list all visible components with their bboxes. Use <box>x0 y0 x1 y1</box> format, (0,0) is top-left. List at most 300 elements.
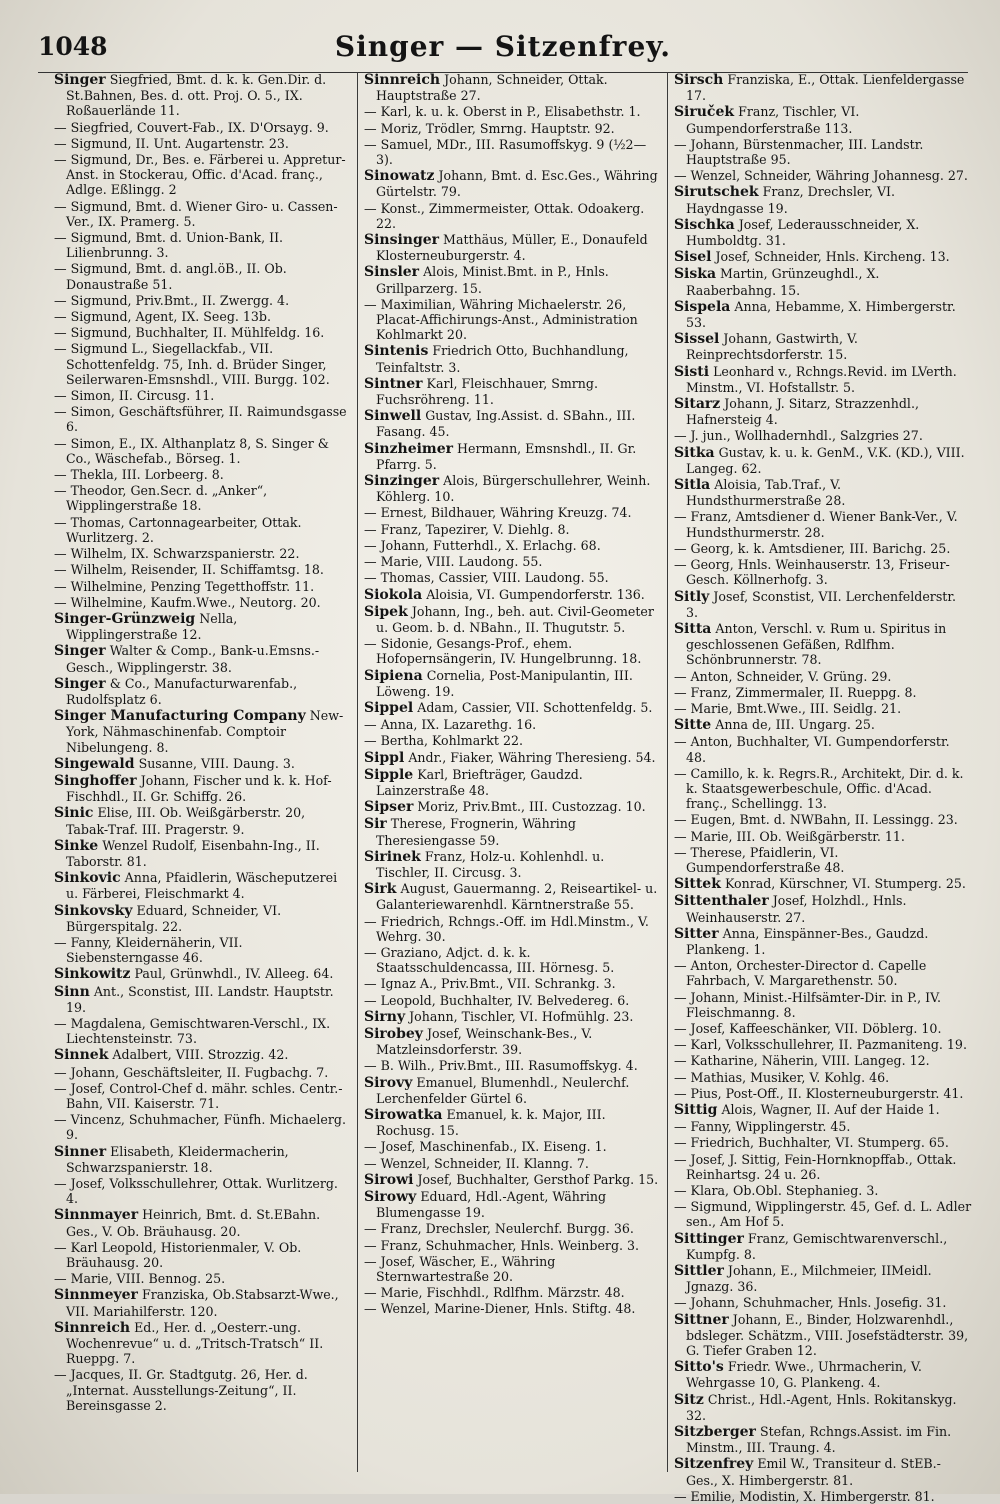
directory-entry <box>54 309 351 324</box>
directory-entry <box>54 293 351 308</box>
entry-dash: — <box>673 1135 691 1151</box>
entry-text: Matthäus, Müller, E., Donaufeld Klosterneuburgerstr. 4. <box>375 232 648 264</box>
entry-text: Franz, Tischler, VI. Gumpendorferstraße 113. <box>685 104 860 136</box>
entry-surname: Sipek <box>363 603 408 620</box>
directory-entry <box>674 1135 972 1150</box>
directory-entry <box>54 152 351 198</box>
entry-surname: Sitla <box>673 477 711 494</box>
entry-dash: — <box>673 828 691 844</box>
entry-text: Wenzel, Marine-Diener, Hnls. Stiftg. 48. <box>380 1301 636 1317</box>
directory-entry <box>364 750 661 766</box>
directory-entry <box>364 72 661 103</box>
entry-surname: Sitarz <box>673 396 721 413</box>
directory-entry <box>674 299 972 330</box>
entry-surname: Singewald <box>54 755 135 772</box>
directory-entry <box>674 1183 972 1198</box>
entry-text: Andr., Fiaker, Währing Theresieng. 54. <box>408 749 656 765</box>
entry-dash: — <box>54 483 71 499</box>
entry-text: Cornelia, Post-Manipulantin, III. Löweng. 19. <box>375 667 633 699</box>
entry-surname: Sitto's <box>673 1359 724 1376</box>
directory-entry <box>364 816 661 847</box>
directory-entry <box>54 579 351 594</box>
directory-entry <box>54 643 351 674</box>
entry-text: Sigmund, Bmt. d. angl.öB., II. Ob. Donaustraße 51. <box>66 261 287 292</box>
entry-dash: — <box>673 684 691 700</box>
directory-entry <box>364 104 661 119</box>
entry-text: Ed., Her. d. „Oesterr.-ung. Wochenrevue“ u. d. „Tritsch-Tratsch“ II. Rueppg. 7. <box>66 1319 324 1367</box>
entry-surname: Sisel <box>673 249 712 266</box>
entry-text: Johann, Minist.-Hilfsämter-Dir. in P., IV. Fleischmanng. 8. <box>685 989 941 1020</box>
directory-entry <box>674 589 972 620</box>
entry-surname: Sitte <box>673 717 712 734</box>
directory-entry <box>674 1152 972 1182</box>
directory-entry <box>674 364 972 395</box>
directory-entry <box>54 870 351 901</box>
entry-dash: — <box>673 700 691 716</box>
entry-dash: — <box>54 230 71 246</box>
directory-entry <box>364 554 661 569</box>
entry-text: Sigmund, Agent, IX. Seeg. 13b. <box>70 309 271 325</box>
directory-entry <box>674 958 972 988</box>
directory-entry <box>674 766 972 812</box>
entry-text: Johann, Schneider, Ottak. Hauptstraße 27. <box>375 72 608 104</box>
entry-text: Johann, Bürstenmacher, III. Landstr. Hauptstraße 95. <box>685 136 924 168</box>
entry-dash: — <box>363 296 381 312</box>
entry-text: Moriz, Trödler, Smrng. Hauptstr. 92. <box>380 120 615 136</box>
entry-dash: — <box>54 1239 71 1255</box>
directory-entry <box>674 1263 972 1294</box>
directory-entry <box>674 812 972 827</box>
directory-entry <box>54 1240 351 1270</box>
entry-text: Johann, E., Binder, Holzwarenhdl., bdsleger. Schätzm., VIII. Josefstädterstr. 39, G. Tiefer Graben 12. <box>685 1311 969 1359</box>
entry-text: Johann, Futterhdl., X. Erlachg. 68. <box>380 537 601 553</box>
entry-surname: Sittig <box>673 1102 718 1118</box>
entry-dash: — <box>363 992 381 1008</box>
entry-text: Katharine, Näherin, VIII. Langeg. 12. <box>690 1053 930 1069</box>
entry-text: Wilhelmine, Kaufm.Wwe., Neutorg. 20. <box>70 594 321 610</box>
entry-text: Franziska, E., Ottak. Lienfeldergasse 17. <box>685 72 965 104</box>
directory-entry <box>54 341 351 387</box>
entry-text: Aloisia, Tab.Traf., V. Hundsthurmerstraße 28. <box>685 477 846 509</box>
entry-text: Elise, III. Ob. Weißgärberstr. 20, Tabak-Traf. III. Pragerstr. 9. <box>66 805 306 837</box>
entry-text: Sigmund L., Siegellackfab., VII. Schottenfeldg. 75, Inh. d. Brüder Singer, Seilerwaren-Emsnshdl., VIII. Burgg. 102. <box>66 341 330 387</box>
entry-text: B. Wilh., Priv.Bmt., III. Rasumoffskyg. 4. <box>380 1058 638 1074</box>
entry-dash: — <box>54 514 71 530</box>
entry-text: Klara, Ob.Obl. Stephanieg. 3. <box>690 1183 879 1199</box>
directory-entry <box>364 121 661 136</box>
directory-entry <box>364 538 661 553</box>
entry-text: Karl, Fleischhauer, Smrng. Fuchsröhreng. 11. <box>375 375 598 408</box>
entry-surname: Sitter <box>673 925 719 942</box>
directory-entry <box>674 926 972 957</box>
entry-dash: — <box>363 1155 381 1171</box>
entry-text: Adalbert, VIII. Strozzig. 42. <box>112 1047 289 1063</box>
entry-text: Leonhard v., Rchngs.Revid. im LVerth. Minstm., VI. Hofstallstr. 5. <box>685 363 957 395</box>
page-title: Singer — Sitzenfrey. <box>334 30 672 63</box>
directory-entry <box>54 515 351 545</box>
directory-entry <box>674 1392 972 1423</box>
entry-text: Johann, Geschäftsleiter, II. Fugbachg. 7. <box>70 1064 329 1080</box>
entry-surname: Sinn <box>54 983 90 1000</box>
entry-text: Johann, Fischer und k. k. Hof-Fischhdl., II. Gr. Schiffg. 26. <box>66 772 332 805</box>
entry-surname: Sintner <box>363 375 423 392</box>
directory-entry <box>674 876 972 892</box>
directory-entry <box>54 483 351 513</box>
entry-dash: — <box>54 261 71 277</box>
entry-dash: — <box>363 1301 381 1317</box>
entry-surname: Sinzheimer <box>363 440 454 457</box>
entry-text: Karl Leopold, Historienmaler, V. Ob. Bräuhausg. 20. <box>66 1239 302 1271</box>
entry-text: Anna, Hebamme, X. Himbergerstr. 53. <box>685 298 956 331</box>
entry-dash: — <box>54 562 71 578</box>
entry-surname: Sittinger <box>673 1230 744 1247</box>
directory-entry <box>674 396 972 427</box>
entry-surname: Sinnmayer <box>54 1207 139 1224</box>
directory-entry <box>54 261 351 291</box>
entry-surname: Siokola <box>363 586 423 603</box>
entry-dash: — <box>673 1020 691 1036</box>
entry-dash: — <box>363 521 381 537</box>
entry-text: Franz, Schuhmacher, Hnls. Weinberg. 3. <box>380 1237 640 1253</box>
directory-entry <box>674 1053 972 1068</box>
entry-surname: Sinke <box>54 837 99 854</box>
entry-text: Georg, Hnls. Weinhauserstr. 13, Friseur-Gesch. Köllnerhofg. 3. <box>685 557 950 588</box>
entry-dash: — <box>363 1139 381 1155</box>
entry-text: Magdalena, Gemischtwaren-Verschl., IX. Liechtensteinstr. 73. <box>66 1015 331 1047</box>
directory-entry <box>54 676 351 707</box>
entry-dash: — <box>363 1221 381 1237</box>
directory-entry <box>364 733 661 748</box>
directory-entry <box>364 767 661 798</box>
entry-dash: — <box>673 1119 691 1135</box>
entry-surname: Sittenthaler <box>673 893 769 910</box>
directory-entry <box>674 1489 972 1504</box>
entry-surname: Sirinek <box>363 848 421 865</box>
entry-text: Marie, III. Ob. Weißgärberstr. 11. <box>690 828 905 844</box>
directory-entry <box>54 199 351 229</box>
directory-entry <box>364 1156 661 1171</box>
entry-text: Camillo, k. k. Regrs.R., Architekt, Dir. d. k. k. Staatsgewerbeschule, Offic. d'Acad. franç., Schellingg. 13. <box>685 765 964 812</box>
entry-text: Anna, IX. Lazarethg. 16. <box>380 717 537 733</box>
entry-dash: — <box>54 594 71 610</box>
entry-text: Sidonie, Gesangs-Prof., ehem. Hofopernsängerin, IV. Hungelbrunng. 18. <box>375 636 642 667</box>
directory-entry <box>54 595 351 610</box>
entry-text: Josef, Wäscher, E., Währing Sternwartestraße 20. <box>375 1253 556 1285</box>
entry-text: Ernest, Bildhauer, Währing Kreuzg. 74. <box>380 505 632 521</box>
directory-entry <box>674 445 972 476</box>
entry-dash: — <box>54 198 71 214</box>
directory-entry <box>54 404 351 434</box>
entry-dash: — <box>363 717 381 733</box>
entry-text: Friedrich, Rchngs.-Off. im Hdl.Minstm., V. Wehrg. 30. <box>375 913 649 944</box>
directory-entry <box>364 264 661 295</box>
directory-entry <box>54 1271 351 1286</box>
entry-text: Karl, k. u. k. Oberst in P., Elisabethstr. 1. <box>380 104 641 120</box>
directory-entry <box>674 72 972 103</box>
entry-surname: Sipiena <box>363 667 423 684</box>
directory-entry <box>364 914 661 944</box>
directory-entry <box>674 1199 972 1229</box>
entry-text: Maximilian, Währing Michaelerstr. 26, Placat-Affichirungs-Anst., Administration Kohlmarkt 20. <box>375 296 638 343</box>
entry-dash: — <box>54 1015 71 1031</box>
directory-entry <box>674 1359 972 1390</box>
entry-dash: — <box>363 733 381 749</box>
directory-entry <box>674 509 972 539</box>
directory-entry <box>674 1456 972 1487</box>
entry-text: Georg, k. k. Amtsdiener, III. Barichg. 25. <box>690 540 951 556</box>
entry-dash: — <box>363 505 381 521</box>
entry-dash: — <box>673 168 691 184</box>
entry-surname: Singer <box>54 643 106 660</box>
directory-entry <box>54 72 351 119</box>
entry-surname: Sitzenfrey <box>673 1456 754 1473</box>
entry-dash: — <box>673 734 691 750</box>
entry-text: Wilhelm, IX. Schwarzspanierstr. 22. <box>70 546 300 562</box>
directory-entry <box>54 562 351 577</box>
entry-text: Emanuel, Blumenhdl., Neulerchf. Lerchenfelder Gürtel 6. <box>375 1074 630 1106</box>
directory-entry <box>364 441 661 472</box>
entry-text: Therese, Frognerin, Währing Theresiengasse 59. <box>375 816 576 848</box>
entry-text: Franz, Amtsdiener d. Wiener Bank-Ver., V. Hundsthurmerstr. 28. <box>685 509 958 540</box>
directory-entry <box>54 773 351 804</box>
entry-text: Therese, Pfaidlerin, VI. Gumpendorferstraße 48. <box>685 844 845 875</box>
directory-entry <box>674 990 972 1020</box>
entry-surname: Sinsinger <box>363 232 440 249</box>
directory-entry <box>364 700 661 716</box>
entry-dash: — <box>673 136 691 152</box>
entry-text: Jacques, II. Gr. Stadtgutg. 26, Her. d. „Internat. Ausstellungs-Zeitung“, II. Bereinsgasse 2. <box>66 1367 308 1413</box>
entry-text: Josef, Schneider, Hnls. Kircheng. 13. <box>715 249 950 265</box>
entry-dash: — <box>54 467 71 483</box>
entry-text: Alois, Wagner, II. Auf der Haide 1. <box>721 1102 940 1117</box>
entry-dash: — <box>363 200 381 216</box>
directory-entry <box>364 1301 661 1316</box>
entry-dash: — <box>673 557 691 573</box>
entry-text: Thekla, III. Lorbeerg. 8. <box>70 467 224 483</box>
directory-entry <box>674 168 972 183</box>
entry-text: Josef, Buchhalter, Gersthof Parkg. 15. <box>417 1171 659 1187</box>
directory-entry <box>674 1231 972 1262</box>
entry-text: Bertha, Kohlmarkt 22. <box>380 733 523 749</box>
directory-entry <box>674 331 972 362</box>
entry-surname: Sinnreich <box>363 72 441 88</box>
directory-entry <box>364 522 661 537</box>
entry-text: Josef, Control-Chef d. mähr. schles. Centr.-Bahn, VII. Kaiserstr. 71. <box>66 1080 343 1111</box>
directory-entry <box>674 717 972 733</box>
directory-entry <box>674 685 972 700</box>
entry-dash: — <box>54 1080 71 1096</box>
entry-dash: — <box>54 388 71 404</box>
entry-dash: — <box>54 292 71 308</box>
entry-text: Johann, Gastwirth, V. Reinprechtsdorferstr. 15. <box>685 331 858 363</box>
entry-text: Alois, Bürgerschullehrer, Weinh. Köhlerg. 10. <box>375 473 651 505</box>
entry-text: Karl, Briefträger, Gaudzd. Lainzerstraße 48. <box>375 766 583 798</box>
entry-text: Stefan, Rchngs.Assist. im Fin. Minstm., III. Traung. 4. <box>685 1424 952 1456</box>
entry-dash: — <box>673 509 691 525</box>
entry-surname: Sirobey <box>363 1025 423 1042</box>
entry-dash: — <box>54 578 71 594</box>
directory-entry <box>364 343 661 374</box>
entry-text: Johann, Bmt. d. Esc.Ges., Währing Gürtelstr. 79. <box>375 168 658 200</box>
directory-entry <box>364 636 661 666</box>
columns <box>48 72 978 1504</box>
entry-text: J. jun., Wollhadernhdl., Salzgries 27. <box>690 428 923 444</box>
directory-entry <box>364 881 661 912</box>
entry-text: Josef, Holzhdl., Hnls. Weinhauserstr. 27. <box>685 893 907 925</box>
entry-dash: — <box>363 636 381 652</box>
directory-entry <box>54 1112 351 1142</box>
entry-surname: Sinkovsky <box>54 902 133 919</box>
entry-text: Anton, Orchester-Director d. Capelle Fahrbach, V. Margarethenstr. 50. <box>685 958 927 989</box>
directory-entry <box>674 1312 972 1359</box>
entry-dash: — <box>673 1151 691 1167</box>
entry-text: Gustav, k. u. k. GenM., V.K. (KD.), VIII. Langeg. 62. <box>685 444 965 476</box>
entry-surname: Sirsch <box>673 72 724 88</box>
directory-entry <box>54 1207 351 1238</box>
entry-surname: Sinnmeyer <box>54 1287 138 1304</box>
entry-dash: — <box>54 1112 71 1128</box>
entry-surname: Sittner <box>673 1311 729 1328</box>
entry-surname: Sitta <box>673 620 712 637</box>
directory-entry <box>674 1119 972 1134</box>
directory-entry <box>674 1021 972 1036</box>
entry-text: Josef, Kaffeeschänker, VII. Döblerg. 10. <box>690 1020 942 1036</box>
entry-text: Anton, Buchhalter, VI. Gumpendorferstr. 48. <box>685 734 950 765</box>
directory-entry <box>364 137 661 167</box>
entry-surname: Singer Manufacturing Company <box>54 708 306 725</box>
entry-text: Franziska, Ob.Stabsarzt-Wwe., VII. Mariahilferstr. 120. <box>66 1287 339 1319</box>
entry-surname: Sir <box>363 816 387 833</box>
entry-text: Elisabeth, Kleidermacherin, Schwarzspanierstr. 18. <box>66 1143 289 1175</box>
directory-entry <box>54 708 351 755</box>
directory-entry <box>364 993 661 1008</box>
entry-surname: Sinnreich <box>54 1319 131 1336</box>
directory-entry <box>364 1221 661 1236</box>
page-number: 1048 <box>38 32 108 61</box>
entry-dash: — <box>54 1367 71 1383</box>
directory-entry <box>674 137 972 167</box>
entry-surname: Sitka <box>673 444 715 461</box>
entry-text: Eugen, Bmt. d. NWBahn, II. Lessingg. 23. <box>690 812 958 828</box>
entry-text: Emil W., Transiteur d. StEB.-Ges., X. Himbergerstr. 81. <box>685 1456 941 1488</box>
entry-text: Heinrich, Bmt. d. St.EBahn. Ges., V. Ob. Bräuhausg. 20. <box>66 1207 321 1239</box>
entry-dash: — <box>363 944 381 960</box>
entry-surname: Sirowy <box>363 1189 417 1206</box>
directory-entry <box>674 621 972 668</box>
directory-entry <box>674 1037 972 1052</box>
entry-text: Nella, Wipplingerstraße 12. <box>66 610 238 643</box>
entry-dash: — <box>673 1085 691 1101</box>
entry-dash: — <box>673 428 691 444</box>
entry-surname: Sisti <box>673 363 710 380</box>
entry-text: Anna, Pfaidlerin, Wäscheputzerei u. Färberei, Fleischmarkt 4. <box>66 870 338 902</box>
directory-entry <box>54 903 351 934</box>
entry-text: Wilhelm, Reisender, II. Schiffamtsg. 18. <box>70 562 324 578</box>
entry-text: Simon, Geschäftsführer, II. Raimundsgasse 6. <box>66 404 347 435</box>
directory-entry <box>54 1081 351 1111</box>
entry-dash: — <box>673 1199 691 1215</box>
entry-text: Gustav, Ing.Assist. d. SBahn., III. Fasang. 45. <box>375 408 636 440</box>
entry-dash: — <box>673 668 691 684</box>
entry-dash: — <box>363 1285 381 1301</box>
entry-text: Wilhelmine, Penzing Tegetthoffstr. 11. <box>70 578 315 594</box>
directory-entry <box>364 945 661 975</box>
entry-dash: — <box>363 1058 381 1074</box>
entry-text: Emilie, Modistin, X. Himbergerstr. 81. <box>690 1488 935 1504</box>
entry-dash: — <box>363 976 381 992</box>
entry-surname: Sinkovic <box>54 870 121 887</box>
directory-entry <box>364 1107 661 1138</box>
entry-surname: Sittler <box>673 1263 724 1280</box>
column-1 <box>48 72 358 1472</box>
entry-dash: — <box>54 435 71 451</box>
entry-dash: — <box>673 1053 691 1069</box>
entry-dash: — <box>363 104 381 120</box>
column-2 <box>358 72 668 1472</box>
entry-text: Sigmund, Bmt. d. Union-Bank, II. Lilienbrunng. 3. <box>66 230 284 261</box>
entry-dash: — <box>363 1253 381 1269</box>
entry-dash: — <box>363 537 381 553</box>
entry-dash: — <box>54 341 71 357</box>
entry-text: Josef, Maschinenfab., IX. Eiseng. 1. <box>380 1139 607 1155</box>
entry-text: Eduard, Schneider, VI. Bürgerspitalg. 22. <box>66 902 282 934</box>
entry-dash: — <box>363 136 381 152</box>
entry-text: Samuel, MDr., III. Rasumoffskyg. 9 (½2—3). <box>375 136 647 168</box>
entry-dash: — <box>673 844 691 860</box>
entry-dash: — <box>54 152 71 168</box>
directory-entry <box>364 297 661 343</box>
entry-surname: Sipple <box>363 766 414 783</box>
entry-text: Konst., Zimmermeister, Ottak. Odoakerg. 22. <box>375 200 645 231</box>
entry-surname: Sirutschek <box>673 184 759 201</box>
entry-dash: — <box>54 934 71 950</box>
entry-text: Anton, Verschl. v. Rum u. Spiritus in geschlossenen Gefäßen, Rdlfhm. Schönbrunnerstr. 78. <box>685 620 947 668</box>
directory-entry <box>54 546 351 561</box>
entry-text: Emanuel, k. k. Major, III. Rochusg. 15. <box>375 1107 606 1139</box>
directory-entry <box>54 325 351 340</box>
directory-entry <box>54 805 351 836</box>
entry-text: Anna, Einspänner-Bes., Gaudzd. Plankeng. 1. <box>685 925 929 957</box>
directory-entry <box>364 1058 661 1073</box>
directory-entry <box>674 669 972 684</box>
directory-entry <box>364 376 661 407</box>
entry-surname: Sispela <box>673 298 731 315</box>
entry-text: Leopold, Buchhalter, IV. Belvedereg. 6. <box>380 992 630 1008</box>
entry-dash: — <box>363 554 381 570</box>
entry-text: Ignaz A., Priv.Bmt., VII. Schrankg. 3. <box>380 976 616 992</box>
directory-entry <box>54 611 351 642</box>
entry-text: & Co., Manufacturwarenfab., Rudolfsplatz 6. <box>66 675 298 707</box>
directory-entry <box>54 467 351 482</box>
directory-entry <box>674 477 972 508</box>
entry-text: Theodor, Gen.Secr. d. „Anker“, Wipplingerstraße 18. <box>66 483 268 514</box>
entry-text: Vincenz, Schuhmacher, Fünfh. Michaelerg. 9. <box>66 1112 346 1143</box>
entry-dash: — <box>673 1183 691 1199</box>
directory-entry <box>674 701 972 716</box>
directory-entry <box>674 734 972 764</box>
directory-entry <box>364 1189 661 1220</box>
entry-dash: — <box>673 1488 691 1504</box>
entry-dash: — <box>54 546 71 562</box>
entry-text: Eduard, Hdl.-Agent, Währing Blumengasse 19. <box>375 1189 607 1221</box>
entry-text: Johann, J. Sitarz, Strazzenhdl., Hafnersteig 4. <box>685 396 919 428</box>
directory-entry <box>364 668 661 699</box>
directory-entry <box>364 976 661 991</box>
entry-text: Karl, Volksschullehrer, II. Pazmaniteng. 19. <box>690 1037 967 1053</box>
entry-text: Sigmund, Wipplingerstr. 45, Gef. d. L. Adler sen., Am Hof 5. <box>685 1199 972 1230</box>
entry-dash: — <box>673 540 691 556</box>
directory-entry <box>674 184 972 215</box>
